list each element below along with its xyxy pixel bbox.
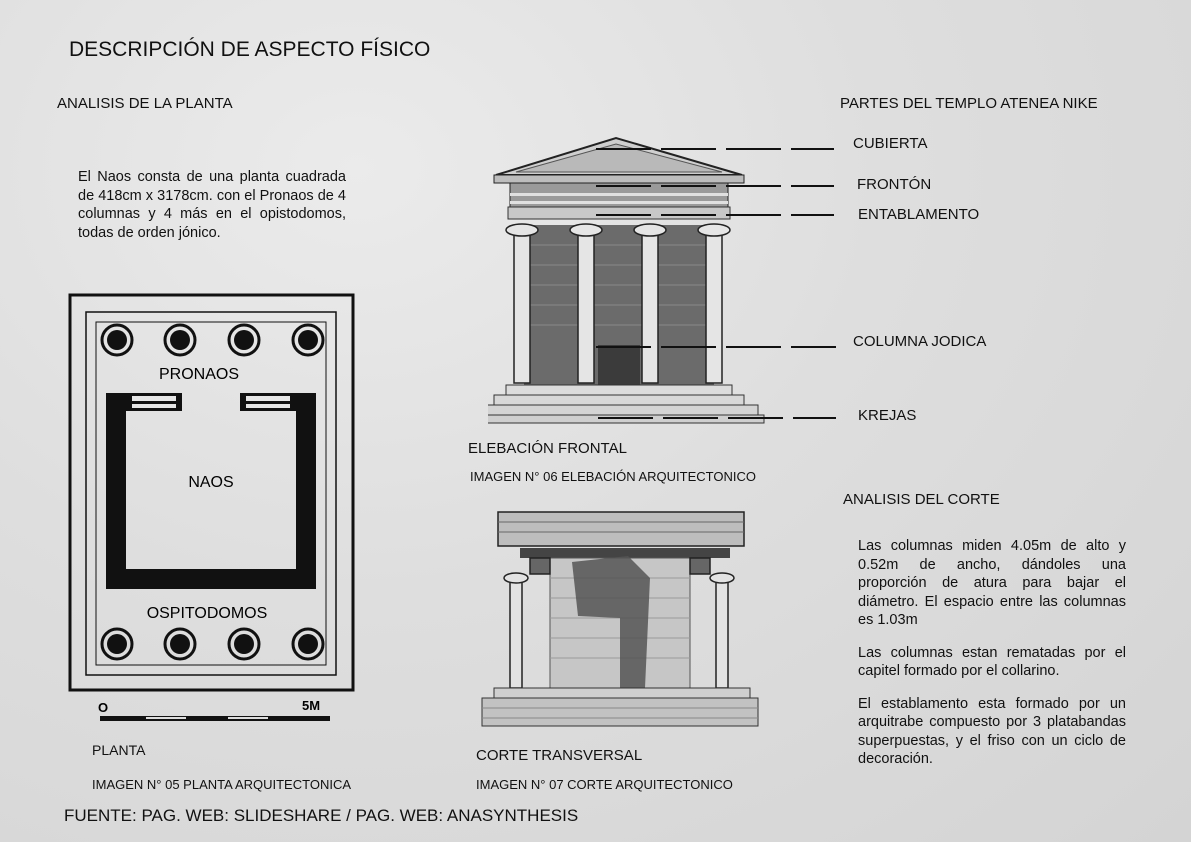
page-title: DESCRIPCIÓN DE ASPECTO FÍSICO — [69, 38, 431, 61]
section-analysis-paragraph-1: Las columnas miden 4.05m de alto y 0.52m de ancho, dándoles una proporción de atura para bajar el diámetro. El espacio entre las columnas es 1.03m — [858, 538, 1126, 628]
scale-bar — [98, 698, 330, 721]
plan-analysis-heading: ANALISIS DE LA PLANTA — [57, 95, 233, 112]
section-drawing — [480, 508, 765, 730]
label-entablamento: ENTABLAMENTO — [858, 206, 980, 223]
label-krejas: KREJAS — [858, 407, 917, 424]
plan-caption: PLANTA — [92, 742, 146, 758]
naos-label: NAOS — [188, 474, 234, 491]
source-note: FUENTE: PAG. WEB: SLIDESHARE / PAG. WEB: ANASYNTHESIS — [64, 806, 579, 825]
opistodomos-label: OSPITODOMOS — [146, 605, 268, 622]
label-columna: COLUMNA JODICA — [853, 333, 987, 350]
pronaos-label: PRONAOS — [158, 366, 240, 383]
section-analysis-paragraph-2: Las columnas estan rematadas por el capitel formado por el collarino. — [858, 644, 1126, 679]
scale-start-label: O — [98, 700, 109, 715]
label-cubierta: CUBIERTA — [853, 135, 928, 152]
elevation-caption: ELEBACIÓN FRONTAL — [468, 440, 627, 457]
label-fronton: FRONTÓN — [857, 176, 932, 193]
section-analysis-paragraph-3: El establamento esta formado por un arquitrabe compuesto por 3 platabandas superpuestas, y el friso con un ciclo de decoración. — [858, 695, 1126, 767]
temple-parts-heading: PARTES DEL TEMPLO ATENEA NIKE — [840, 95, 1098, 112]
section-caption: CORTE TRANSVERSAL — [476, 747, 643, 764]
elevation-image-caption: IMAGEN N° 06 ELEBACIÓN ARQUITECTONICO — [470, 469, 756, 484]
section-image-caption: IMAGEN N° 07 CORTE ARQUITECTONICO — [476, 777, 733, 792]
section-analysis-heading: ANALISIS DEL CORTE — [843, 491, 1000, 508]
scale-end-label: 5M — [302, 698, 321, 713]
plan-drawing — [60, 285, 370, 725]
section-analysis-text — [858, 537, 1126, 783]
elevation-drawing — [488, 130, 848, 430]
pronaos-columns — [102, 325, 323, 355]
opistodomos-columns — [102, 629, 323, 659]
plan-analysis-text: El Naos consta de una planta cuadrada de 418cm x 3178cm. con el Pronaos de 4 columnas y 4 más en el opistodomos, todas de orden jónico. — [78, 169, 346, 241]
naos-walls — [106, 393, 316, 589]
plan-image-caption: IMAGEN N° 05 PLANTA ARQUITECTONICA — [92, 777, 351, 792]
